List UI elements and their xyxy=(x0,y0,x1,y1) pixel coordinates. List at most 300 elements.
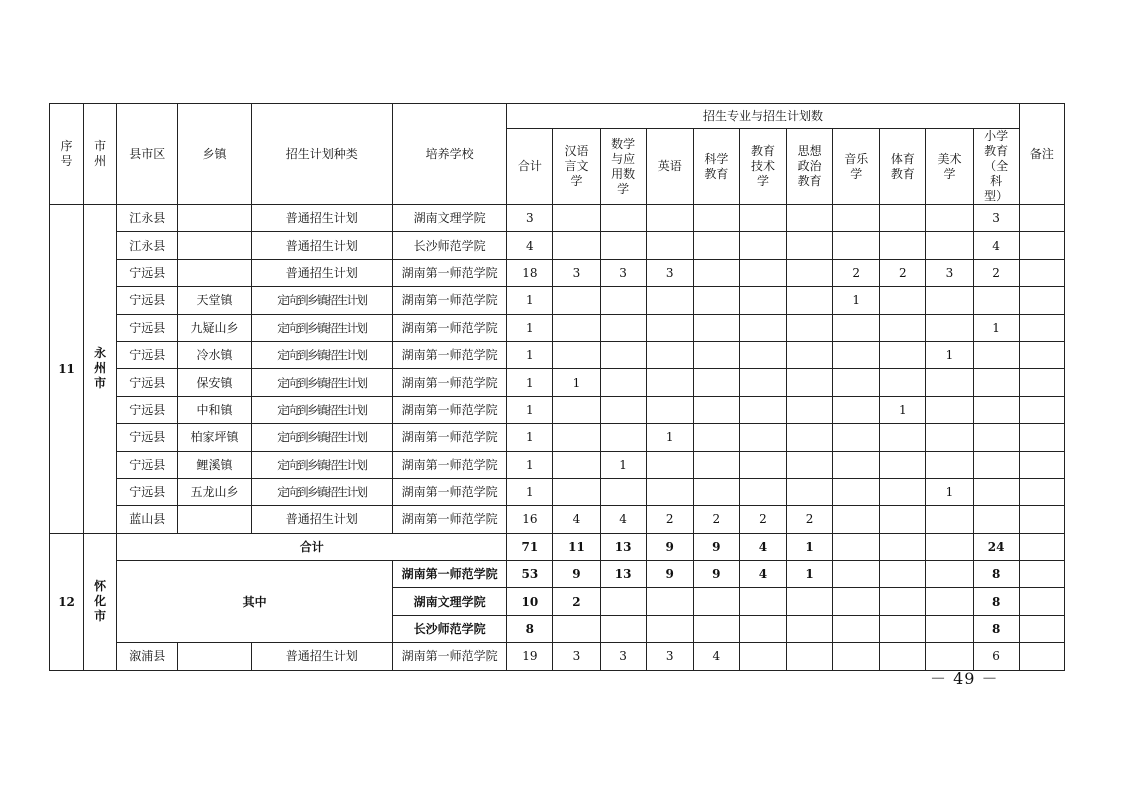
major-count-cell xyxy=(926,533,973,560)
major-count-cell: 2 xyxy=(787,506,833,533)
major-count-cell xyxy=(693,478,739,505)
major-count-cell xyxy=(553,287,600,314)
major-count-cell: 3 xyxy=(600,643,646,670)
remark-cell xyxy=(1019,314,1064,341)
total-cell: 1 xyxy=(507,314,553,341)
major-count-cell: 3 xyxy=(926,259,973,286)
plan-type-cell-text: 普通招生计划 xyxy=(285,211,358,226)
county-cell: 江永县 xyxy=(117,232,178,259)
major-count-cell xyxy=(880,451,926,478)
major-count-cell xyxy=(833,369,880,396)
major-count-cell xyxy=(600,232,646,259)
header-major: 音乐学 xyxy=(833,129,880,205)
major-count-cell xyxy=(739,643,786,670)
major-count-cell xyxy=(739,478,786,505)
county-cell: 宁远县 xyxy=(117,369,178,396)
major-count-cell: 8 xyxy=(973,561,1019,588)
table-row xyxy=(50,287,1065,314)
major-count-cell xyxy=(787,451,833,478)
table-row xyxy=(50,232,1065,259)
plan-type-cell xyxy=(251,369,392,396)
major-count-cell: 8 xyxy=(973,615,1019,642)
major-count-cell xyxy=(833,451,880,478)
school-cell: 湖南第一师范学院 xyxy=(392,643,506,670)
table-row xyxy=(50,259,1065,286)
major-count-cell: 4 xyxy=(973,232,1019,259)
major-count-cell xyxy=(787,396,833,423)
header-major: 汉语言文学 xyxy=(553,129,600,205)
remark-cell xyxy=(1019,259,1064,286)
major-count-cell xyxy=(787,369,833,396)
major-count-cell xyxy=(693,259,739,286)
remark-cell xyxy=(1019,396,1064,423)
major-count-cell: 3 xyxy=(646,259,693,286)
major-count-cell xyxy=(553,615,600,642)
major-count-cell xyxy=(553,232,600,259)
remark-cell xyxy=(1019,478,1064,505)
county-cell: 宁远县 xyxy=(117,341,178,368)
major-count-cell: 2 xyxy=(739,506,786,533)
town-cell: 鲤溪镇 xyxy=(178,451,251,478)
major-count-cell xyxy=(739,287,786,314)
major-count-cell xyxy=(787,478,833,505)
remark-cell xyxy=(1019,205,1064,232)
school-cell: 湖南第一师范学院 xyxy=(392,259,506,286)
total-cell: 1 xyxy=(507,424,553,451)
major-count-cell: 24 xyxy=(973,533,1019,560)
major-count-cell xyxy=(833,205,880,232)
plan-type-cell xyxy=(251,643,392,670)
major-count-cell xyxy=(600,615,646,642)
remark-cell xyxy=(1019,451,1064,478)
total-cell: 1 xyxy=(507,451,553,478)
header-major: 合计 xyxy=(507,129,553,205)
total-cell: 19 xyxy=(507,643,553,670)
city-cell xyxy=(84,533,117,670)
major-count-cell xyxy=(880,533,926,560)
major-count-cell xyxy=(973,506,1019,533)
school-cell: 长沙师范学院 xyxy=(392,615,506,642)
plan-type-cell xyxy=(251,232,392,259)
table-row xyxy=(50,424,1065,451)
table-row xyxy=(50,396,1065,423)
remark-cell xyxy=(1019,588,1064,615)
plan-type-cell-text: 普通招生计划 xyxy=(285,512,358,527)
major-count-cell xyxy=(646,478,693,505)
town-cell: 九疑山乡 xyxy=(178,314,251,341)
major-count-cell xyxy=(600,341,646,368)
plan-type-cell xyxy=(251,287,392,314)
school-cell: 湖南第一师范学院 xyxy=(392,506,506,533)
county-cell: 宁远县 xyxy=(117,314,178,341)
header-major: 思想政治教育 xyxy=(787,129,833,205)
total-cell: 1 xyxy=(507,478,553,505)
city-cell-text: 永州市 xyxy=(94,346,107,391)
school-cell: 湖南第一师范学院 xyxy=(392,478,506,505)
plan-type-cell-text: 普通招生计划 xyxy=(285,238,358,253)
total-cell: 16 xyxy=(507,506,553,533)
seq-cell: 12 xyxy=(50,533,84,670)
major-count-cell xyxy=(600,369,646,396)
major-count-cell: 4 xyxy=(553,506,600,533)
header-major: 美术学 xyxy=(926,129,973,205)
town-cell: 冷水镇 xyxy=(178,341,251,368)
major-count-cell: 1 xyxy=(973,314,1019,341)
major-count-cell xyxy=(739,615,786,642)
table-body xyxy=(50,104,1065,671)
county-cell: 宁远县 xyxy=(117,424,178,451)
county-cell: 宁远县 xyxy=(117,287,178,314)
remark-cell xyxy=(1019,424,1064,451)
plan-type-cell-text: 定向到乡镇招生计划 xyxy=(277,485,367,500)
major-count-cell xyxy=(926,424,973,451)
city-cell xyxy=(84,205,117,534)
major-count-cell xyxy=(880,478,926,505)
major-count-cell xyxy=(880,588,926,615)
major-count-cell xyxy=(787,259,833,286)
header-major: 科学教育 xyxy=(693,129,739,205)
major-count-cell: 9 xyxy=(646,561,693,588)
major-count-cell xyxy=(693,588,739,615)
school-cell: 长沙师范学院 xyxy=(392,232,506,259)
school-cell: 湖南第一师范学院 xyxy=(392,561,506,588)
major-count-cell xyxy=(880,369,926,396)
major-count-cell: 2 xyxy=(646,506,693,533)
major-count-cell xyxy=(787,232,833,259)
header-major: 体育教育 xyxy=(880,129,926,205)
major-count-cell xyxy=(553,205,600,232)
major-count-cell: 3 xyxy=(553,259,600,286)
table-row xyxy=(50,561,1065,588)
major-count-cell xyxy=(600,424,646,451)
plan-type-cell xyxy=(251,259,392,286)
major-count-cell xyxy=(553,424,600,451)
seq-cell: 11 xyxy=(50,205,84,534)
major-count-cell xyxy=(553,341,600,368)
major-count-cell xyxy=(833,615,880,642)
town-cell: 天堂镇 xyxy=(178,287,251,314)
major-count-cell: 9 xyxy=(646,533,693,560)
school-cell: 湖南第一师范学院 xyxy=(392,314,506,341)
major-count-cell: 1 xyxy=(600,451,646,478)
remark-cell xyxy=(1019,287,1064,314)
table-row xyxy=(50,369,1065,396)
major-count-cell: 4 xyxy=(739,533,786,560)
major-count-cell xyxy=(833,314,880,341)
page-number: － 49 － xyxy=(930,669,999,688)
remark-cell xyxy=(1019,232,1064,259)
plan-type-cell xyxy=(251,205,392,232)
total-cell: 71 xyxy=(507,533,553,560)
major-count-cell xyxy=(833,396,880,423)
major-count-cell xyxy=(787,341,833,368)
major-count-cell: 2 xyxy=(833,259,880,286)
major-count-cell: 2 xyxy=(880,259,926,286)
plan-type-cell-text: 定向到乡镇招生计划 xyxy=(277,375,367,390)
major-count-cell xyxy=(739,205,786,232)
major-count-cell xyxy=(880,232,926,259)
school-cell: 湖南文理学院 xyxy=(392,205,506,232)
major-count-cell xyxy=(693,232,739,259)
total-cell: 4 xyxy=(507,232,553,259)
major-count-cell xyxy=(926,232,973,259)
plan-type-cell xyxy=(251,478,392,505)
table-row xyxy=(50,205,1065,232)
major-count-cell: 1 xyxy=(553,369,600,396)
major-count-cell xyxy=(833,533,880,560)
major-count-cell xyxy=(646,451,693,478)
city-cell-text: 怀化市 xyxy=(94,579,107,624)
major-count-cell xyxy=(693,287,739,314)
major-count-cell xyxy=(880,506,926,533)
major-count-cell xyxy=(739,259,786,286)
remark-cell xyxy=(1019,643,1064,670)
plan-type-cell-text: 定向到乡镇招生计划 xyxy=(277,430,367,445)
major-count-cell: 3 xyxy=(553,643,600,670)
total-label-cell: 合计 xyxy=(117,533,507,560)
major-count-cell xyxy=(926,205,973,232)
major-count-cell xyxy=(646,341,693,368)
major-count-cell xyxy=(553,396,600,423)
major-count-cell: 1 xyxy=(646,424,693,451)
town-cell: 保安镇 xyxy=(178,369,251,396)
table-row xyxy=(50,314,1065,341)
major-count-cell xyxy=(646,205,693,232)
major-count-cell xyxy=(553,451,600,478)
total-cell: 8 xyxy=(507,615,553,642)
header-major: 小学教育（全科型） xyxy=(973,129,1019,205)
table-row xyxy=(50,478,1065,505)
major-count-cell xyxy=(926,314,973,341)
school-cell: 湖南文理学院 xyxy=(392,588,506,615)
major-count-cell xyxy=(973,396,1019,423)
major-count-cell xyxy=(833,588,880,615)
header-seq: 序号 xyxy=(50,104,84,205)
plan-type-cell-text: 普通招生计划 xyxy=(285,265,358,280)
major-count-cell xyxy=(600,205,646,232)
major-count-cell xyxy=(787,615,833,642)
major-count-cell xyxy=(553,314,600,341)
plan-type-cell xyxy=(251,424,392,451)
major-count-cell: 4 xyxy=(739,561,786,588)
major-count-cell xyxy=(600,287,646,314)
of-which-label-cell: 其中 xyxy=(117,561,393,643)
major-count-cell: 4 xyxy=(600,506,646,533)
major-count-cell xyxy=(739,588,786,615)
major-count-cell: 2 xyxy=(693,506,739,533)
major-count-cell xyxy=(693,396,739,423)
major-count-cell xyxy=(926,615,973,642)
total-cell: 3 xyxy=(507,205,553,232)
major-count-cell xyxy=(926,396,973,423)
total-cell: 1 xyxy=(507,287,553,314)
header-row-1 xyxy=(50,104,1065,129)
major-count-cell xyxy=(600,396,646,423)
remark-cell xyxy=(1019,341,1064,368)
plan-type-cell xyxy=(251,506,392,533)
total-cell: 1 xyxy=(507,341,553,368)
major-count-cell xyxy=(600,588,646,615)
major-count-cell xyxy=(787,205,833,232)
major-count-cell xyxy=(880,561,926,588)
header-county: 县市区 xyxy=(117,104,178,205)
plan-type-cell-text: 定向到乡镇招生计划 xyxy=(277,320,367,335)
major-count-cell: 9 xyxy=(693,561,739,588)
major-count-cell: 3 xyxy=(973,205,1019,232)
major-count-cell xyxy=(880,341,926,368)
county-cell: 江永县 xyxy=(117,205,178,232)
major-count-cell xyxy=(646,615,693,642)
major-count-cell xyxy=(926,451,973,478)
plan-type-cell-text: 定向到乡镇招生计划 xyxy=(277,402,367,417)
major-count-cell xyxy=(693,451,739,478)
major-count-cell: 13 xyxy=(600,533,646,560)
major-count-cell xyxy=(833,232,880,259)
major-count-cell xyxy=(833,506,880,533)
major-count-cell xyxy=(880,205,926,232)
major-count-cell xyxy=(646,232,693,259)
major-count-cell xyxy=(833,561,880,588)
major-count-cell xyxy=(693,341,739,368)
major-count-cell xyxy=(833,424,880,451)
header-city: 市州 xyxy=(84,104,117,205)
major-count-cell xyxy=(646,287,693,314)
remark-cell xyxy=(1019,561,1064,588)
major-count-cell xyxy=(926,369,973,396)
school-cell: 湖南第一师范学院 xyxy=(392,341,506,368)
major-count-cell: 3 xyxy=(600,259,646,286)
major-count-cell: 1 xyxy=(833,287,880,314)
major-count-cell xyxy=(833,643,880,670)
major-count-cell: 2 xyxy=(553,588,600,615)
enrollment-plan-table xyxy=(49,103,1065,671)
major-count-cell xyxy=(739,341,786,368)
town-cell xyxy=(178,205,251,232)
major-count-cell xyxy=(926,287,973,314)
header-school: 培养学校 xyxy=(392,104,506,205)
town-cell xyxy=(178,643,251,670)
major-count-cell xyxy=(880,643,926,670)
plan-type-cell-text: 定向到乡镇招生计划 xyxy=(277,348,367,363)
town-cell xyxy=(178,259,251,286)
major-count-cell xyxy=(739,451,786,478)
major-count-cell: 1 xyxy=(926,341,973,368)
school-cell: 湖南第一师范学院 xyxy=(392,424,506,451)
header-remark: 备注 xyxy=(1019,104,1064,205)
table-row xyxy=(50,451,1065,478)
major-count-cell: 9 xyxy=(693,533,739,560)
major-count-cell xyxy=(646,369,693,396)
plan-type-cell-text: 定向到乡镇招生计划 xyxy=(277,293,367,308)
plan-type-cell-text: 定向到乡镇招生计划 xyxy=(277,457,367,472)
major-count-cell: 4 xyxy=(693,643,739,670)
county-cell: 蓝山县 xyxy=(117,506,178,533)
county-cell: 宁远县 xyxy=(117,451,178,478)
remark-cell xyxy=(1019,506,1064,533)
major-count-cell xyxy=(787,287,833,314)
major-count-cell xyxy=(646,588,693,615)
remark-cell xyxy=(1019,369,1064,396)
header-major: 教育技术学 xyxy=(739,129,786,205)
major-count-cell xyxy=(693,205,739,232)
major-count-cell xyxy=(739,369,786,396)
header-major: 英语 xyxy=(646,129,693,205)
total-cell: 1 xyxy=(507,369,553,396)
plan-type-cell xyxy=(251,451,392,478)
major-count-cell xyxy=(739,396,786,423)
town-cell: 五龙山乡 xyxy=(178,478,251,505)
major-count-cell xyxy=(739,314,786,341)
major-count-cell xyxy=(973,369,1019,396)
town-cell: 柏家坪镇 xyxy=(178,424,251,451)
major-count-cell xyxy=(646,396,693,423)
major-count-cell xyxy=(880,424,926,451)
plan-type-cell xyxy=(251,314,392,341)
major-count-cell xyxy=(787,314,833,341)
major-count-cell: 6 xyxy=(973,643,1019,670)
total-cell: 18 xyxy=(507,259,553,286)
major-count-cell: 13 xyxy=(600,561,646,588)
major-count-cell: 1 xyxy=(787,561,833,588)
header-plan-type: 招生计划种类 xyxy=(251,104,392,205)
major-count-cell xyxy=(693,615,739,642)
school-cell: 湖南第一师范学院 xyxy=(392,451,506,478)
table-row xyxy=(50,341,1065,368)
major-count-cell xyxy=(880,615,926,642)
major-count-cell: 9 xyxy=(553,561,600,588)
school-cell: 湖南第一师范学院 xyxy=(392,369,506,396)
town-cell xyxy=(178,232,251,259)
header-town: 乡镇 xyxy=(178,104,251,205)
total-cell: 53 xyxy=(507,561,553,588)
header-major: 数学与应用数学 xyxy=(600,129,646,205)
major-count-cell xyxy=(693,314,739,341)
total-cell: 1 xyxy=(507,396,553,423)
major-count-cell: 3 xyxy=(646,643,693,670)
school-cell: 湖南第一师范学院 xyxy=(392,287,506,314)
county-cell: 宁远县 xyxy=(117,478,178,505)
major-count-cell xyxy=(973,287,1019,314)
major-count-cell xyxy=(833,478,880,505)
plan-type-cell xyxy=(251,396,392,423)
town-cell: 中和镇 xyxy=(178,396,251,423)
table-row xyxy=(50,533,1065,560)
major-count-cell xyxy=(973,478,1019,505)
town-cell xyxy=(178,506,251,533)
major-count-cell xyxy=(973,341,1019,368)
major-count-cell xyxy=(600,478,646,505)
major-count-cell xyxy=(553,478,600,505)
major-count-cell xyxy=(926,561,973,588)
major-count-cell xyxy=(600,314,646,341)
major-count-cell xyxy=(880,287,926,314)
county-cell: 宁远县 xyxy=(117,259,178,286)
header-majors-group: 招生专业与招生计划数 xyxy=(507,104,1019,129)
major-count-cell xyxy=(926,588,973,615)
table-row xyxy=(50,506,1065,533)
major-count-cell: 1 xyxy=(926,478,973,505)
major-count-cell xyxy=(739,424,786,451)
school-cell: 湖南第一师范学院 xyxy=(392,396,506,423)
plan-type-cell xyxy=(251,341,392,368)
major-count-cell xyxy=(693,424,739,451)
major-count-cell xyxy=(787,643,833,670)
table-row xyxy=(50,643,1065,670)
remark-cell xyxy=(1019,533,1064,560)
major-count-cell xyxy=(973,424,1019,451)
major-count-cell xyxy=(926,506,973,533)
major-count-cell xyxy=(880,314,926,341)
